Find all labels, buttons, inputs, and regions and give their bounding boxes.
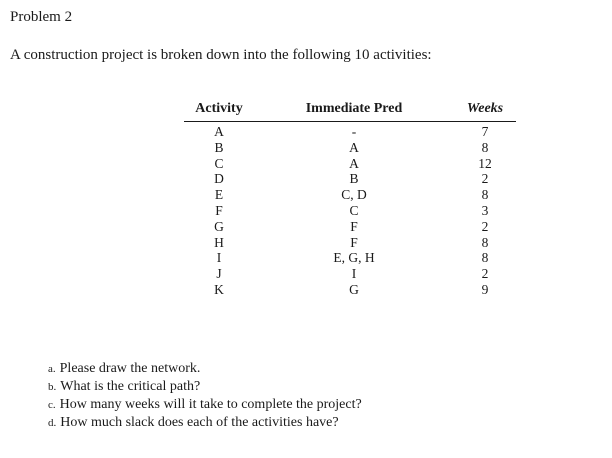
activity-cell: J — [216, 266, 222, 282]
pred-cell: E, G, H — [333, 250, 375, 266]
table-row — [184, 219, 516, 235]
activity-cell: D — [214, 171, 224, 187]
header-activity: Activity — [184, 101, 254, 122]
activity-cell: E — [214, 187, 224, 203]
activities-table — [184, 101, 516, 298]
question-text: How many weeks will it take to complete the project? — [59, 397, 362, 412]
question-marker: d. — [48, 417, 57, 429]
table-header-row — [184, 101, 516, 122]
weeks-cell: 7 — [481, 124, 489, 139]
weeks-cell: 2 — [481, 266, 489, 282]
pred-cell: - — [351, 124, 357, 139]
table-row — [184, 282, 516, 298]
weeks-cell: 3 — [481, 202, 489, 218]
table-row — [184, 266, 516, 282]
table-row — [184, 235, 516, 251]
question-item — [48, 360, 362, 378]
pred-cell: C, D — [341, 187, 367, 203]
weeks-cell: 8 — [481, 250, 489, 266]
pred-cell: B — [349, 171, 359, 187]
weeks-cell: 8 — [481, 234, 489, 250]
pred-cell: A — [349, 155, 359, 171]
table-row — [184, 187, 516, 203]
table-row — [184, 156, 516, 172]
table-row — [184, 250, 516, 266]
question-text: What is the critical path? — [60, 379, 201, 394]
activity-cell: C — [214, 155, 224, 171]
pred-cell: I — [351, 266, 357, 282]
pred-cell: A — [349, 139, 359, 155]
pred-cell: F — [350, 218, 358, 234]
problem-intro: A construction project is broken down into the following 10 activities: — [10, 47, 432, 63]
weeks-cell: 2 — [481, 218, 489, 234]
weeks-cell: 9 — [481, 281, 489, 297]
table-row — [184, 140, 516, 156]
question-item — [48, 414, 362, 432]
table-row — [184, 171, 516, 187]
table-row — [184, 122, 516, 140]
header-weeks: Weeks — [454, 101, 516, 122]
activity-cell: B — [214, 139, 224, 155]
activity-cell: I — [216, 250, 222, 266]
pred-cell: G — [349, 281, 359, 297]
pred-cell: C — [349, 202, 359, 218]
weeks-cell: 2 — [481, 171, 489, 187]
pred-cell: F — [350, 234, 358, 250]
table-row — [184, 203, 516, 219]
header-immediate-pred: Immediate Pred — [254, 101, 454, 122]
question-marker: b. — [48, 381, 57, 393]
question-marker: c. — [48, 399, 56, 411]
question-text: Please draw the network. — [59, 361, 201, 376]
question-item — [48, 396, 362, 414]
problem-title: Problem 2 — [10, 9, 73, 25]
activity-cell: K — [214, 281, 224, 297]
activity-cell: H — [214, 234, 224, 250]
question-item — [48, 378, 362, 396]
activity-cell: F — [215, 202, 223, 218]
weeks-cell: 8 — [481, 187, 489, 203]
weeks-cell: 12 — [478, 155, 492, 171]
activity-cell: A — [214, 124, 224, 139]
weeks-cell: 8 — [481, 139, 489, 155]
activity-cell: G — [214, 218, 224, 234]
question-list — [48, 360, 362, 432]
question-marker: a. — [48, 363, 56, 375]
question-text: How much slack does each of the activities have? — [60, 415, 339, 430]
